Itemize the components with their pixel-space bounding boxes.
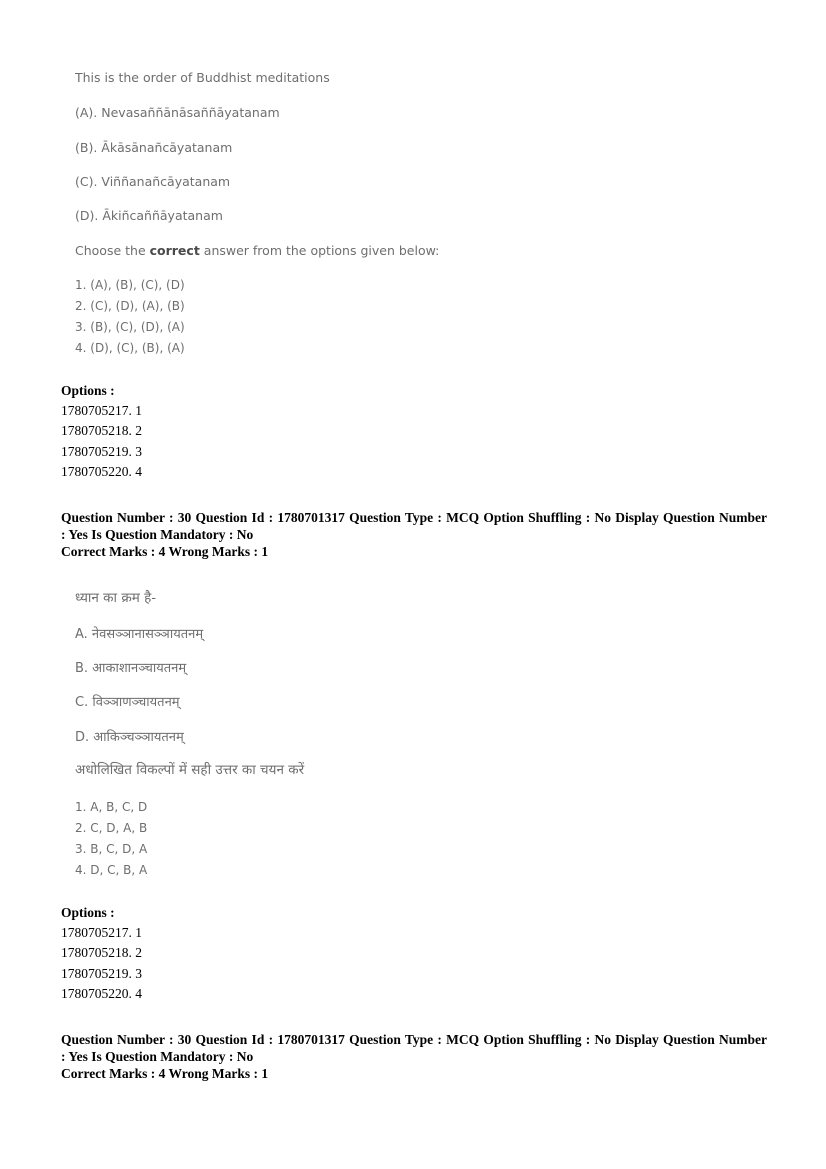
question-30-option-1: 1780705217. 1 <box>61 925 142 940</box>
question-29-option-2: 1780705218. 2 <box>61 423 142 438</box>
question-30-meta <box>61 509 767 560</box>
question-30-item-a: A. नेवसञ्ञानासञ्ञायतनम् <box>75 627 204 642</box>
question-next-meta-line-2: : Yes Is Question Mandatory : No <box>61 1049 254 1064</box>
question-29-item-a: (A). Nevasaññānāsaññāyatanam <box>75 105 280 120</box>
question-29-item-d: (D). Ākiñcaññāyatanam <box>75 208 223 223</box>
question-29-option-4: 1780705220. 4 <box>61 464 142 479</box>
question-30-meta-line-1: Question Number : 30 Question Id : 1780701317 Question Type : MCQ Option Shuffling : No Display Question Number <box>61 510 767 525</box>
question-next-meta-line-1: Question Number : 30 Question Id : 1780701317 Question Type : MCQ Option Shuffling : No Display Question Number <box>61 1032 767 1047</box>
question-next-meta <box>61 1031 767 1082</box>
question-30-meta-line-2: : Yes Is Question Mandatory : No <box>61 527 254 542</box>
question-29-choice-2: 2. (C), (D), (A), (B) <box>75 299 185 313</box>
question-30-item-c: C. विञ्ञाणञ्चायतनम् <box>75 695 180 710</box>
question-30-choice-3: 3. B, C, D, A <box>75 842 148 856</box>
question-30-stem: ध्यान का क्रम है- <box>75 590 157 606</box>
question-29-instruction: Choose the correct answer from the options given below: <box>75 243 440 258</box>
question-30-choice-2: 2. C, D, A, B <box>75 821 148 835</box>
question-29-item-b: (B). Ākāsānañcāyatanam <box>75 140 233 155</box>
question-29-option-1: 1780705217. 1 <box>61 403 142 418</box>
question-30-instruction: अधोलिखित विकल्पों में सही उत्तर का चयन करें <box>75 762 305 778</box>
question-30-choice-4: 4. D, C, B, A <box>75 863 148 877</box>
question-30-option-2: 1780705218. 2 <box>61 945 142 960</box>
question-next-meta-line-3: Correct Marks : 4 Wrong Marks : 1 <box>61 1066 269 1081</box>
question-29-item-c: (C). Viññanañcāyatanam <box>75 174 231 189</box>
question-29-choice-1: 1. (A), (B), (C), (D) <box>75 278 185 292</box>
question-29-stem: This is the order of Buddhist meditations <box>75 70 330 85</box>
question-30-option-4: 1780705220. 4 <box>61 986 142 1001</box>
question-29-choice-3: 3. (B), (C), (D), (A) <box>75 320 185 334</box>
question-30-option-3: 1780705219. 3 <box>61 966 142 981</box>
question-30-item-b: B. आकाशानञ्चायतनम् <box>75 661 187 676</box>
question-30-choice-1: 1. A, B, C, D <box>75 800 148 814</box>
question-29-option-3: 1780705219. 3 <box>61 444 142 459</box>
question-29-options-label: Options : <box>61 383 115 398</box>
question-29-choice-4: 4. (D), (C), (B), (A) <box>75 341 185 355</box>
question-30-options-label: Options : <box>61 905 115 920</box>
question-30-item-d: D. आकिञ्चञ्ञायतनम् <box>75 730 184 745</box>
question-30-meta-line-3: Correct Marks : 4 Wrong Marks : 1 <box>61 544 269 559</box>
